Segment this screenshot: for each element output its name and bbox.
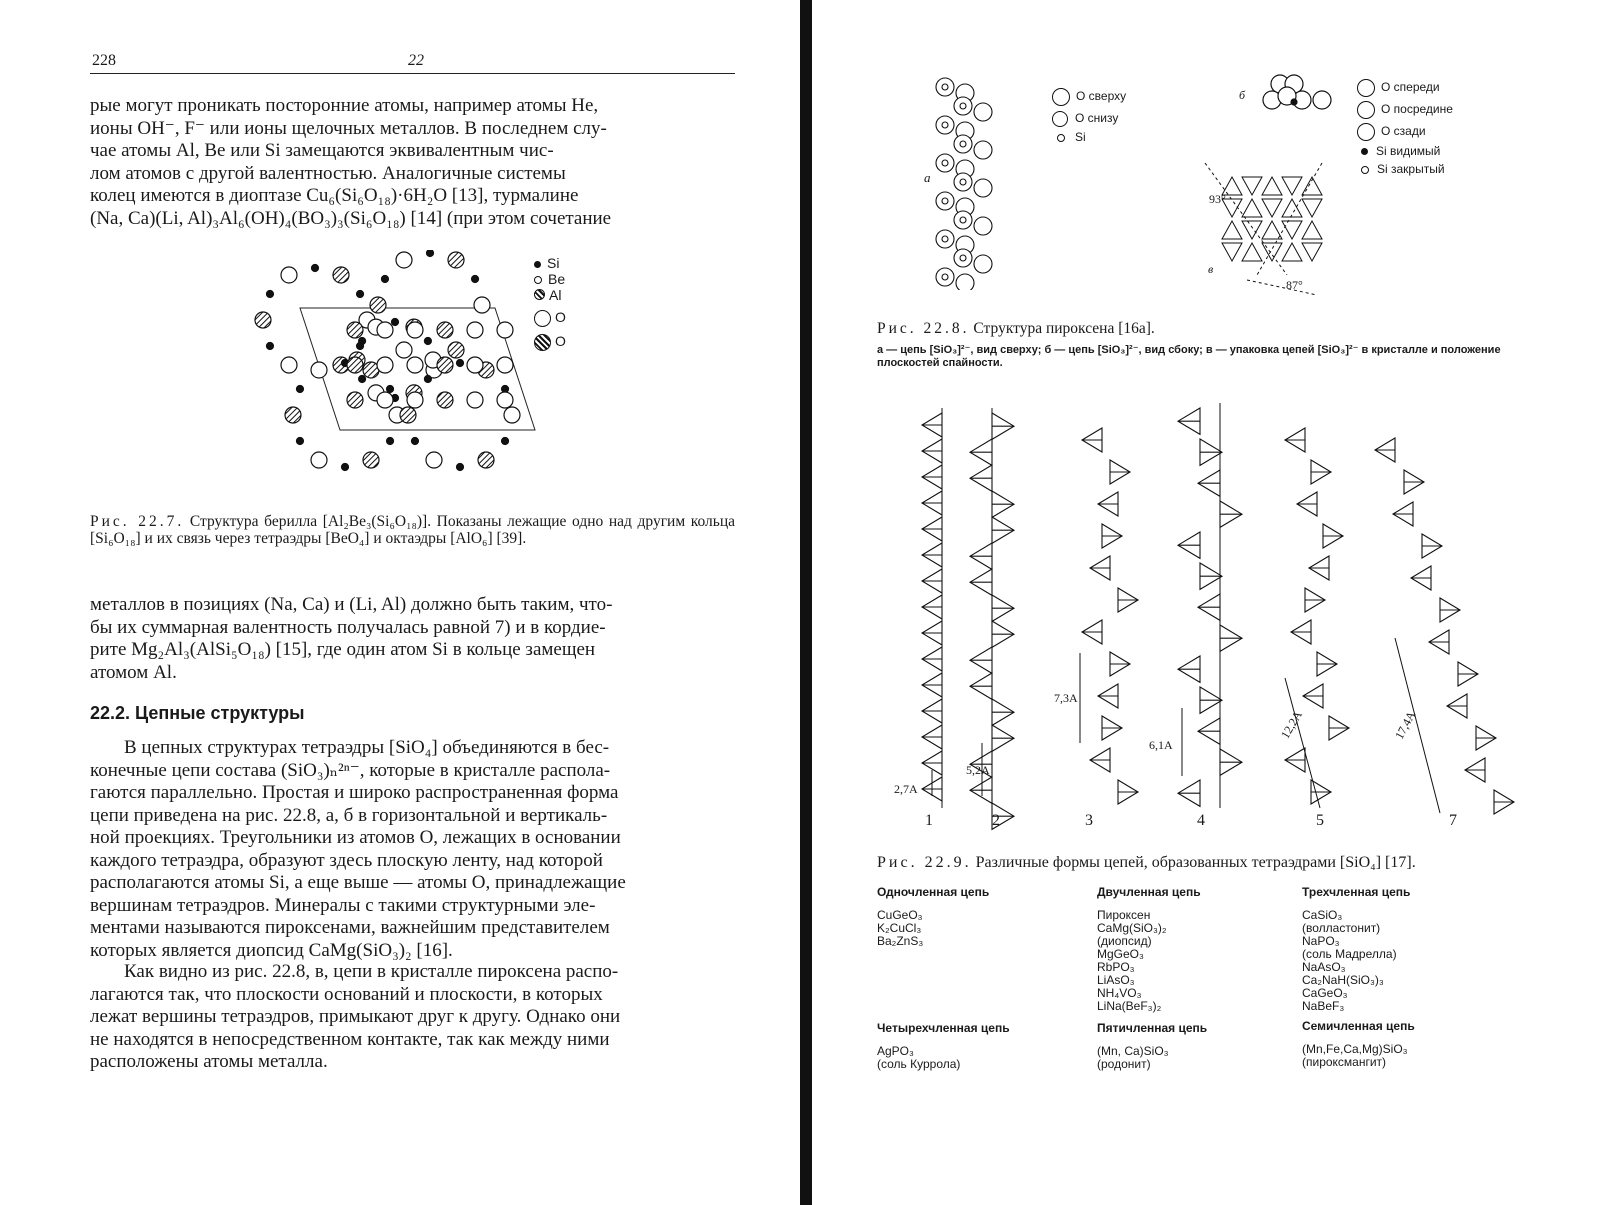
- paragraph-1: [90, 95, 735, 230]
- table-cell: K₂CuCl₃: [877, 921, 922, 935]
- text-line: цепи приведена на рис. 22.8, а, б в горизонтальной и вертикаль-: [90, 804, 608, 826]
- table-cell: NaBeF₃: [1302, 999, 1345, 1013]
- table-col-2-row-1: [1097, 886, 1297, 1013]
- book-gutter: [800, 0, 812, 1205]
- legend-o-back: O сзади: [1357, 120, 1453, 142]
- circle-icon: [1052, 111, 1068, 127]
- chain-number-1: 1: [925, 812, 933, 829]
- table-cell: CuGeO₃: [877, 908, 923, 922]
- text-line: ной проекциях. Треугольники из атомов O, лежащих в основании: [90, 827, 621, 848]
- small-circle-icon: [1361, 166, 1369, 174]
- table-cell: MgGeO₃: [1097, 947, 1144, 961]
- period-label-1: 2,7A: [894, 782, 918, 796]
- table-header: Трехчленная цепь: [1302, 885, 1411, 899]
- filled-dot-icon: [1361, 148, 1368, 155]
- legend-o-open: O: [534, 305, 566, 329]
- table-col-1-row-1: [877, 886, 1087, 948]
- text-line: ионы OH⁻, F⁻ или ионы щелочных металлов. В последнем слу-: [90, 117, 607, 139]
- text-line: лагаются так, что плоскости оснований и плоскости, в которых: [90, 983, 603, 1005]
- chain-number-2: 2: [992, 812, 1000, 829]
- pyroxene-chain-side-view: [1260, 72, 1345, 122]
- chain-number-7: 7: [1449, 812, 1457, 829]
- text-line: Как видно из рис. 22.8, в, цепи в кристалле пироксена распо-: [124, 961, 619, 982]
- legend-o-middle: O посредине: [1357, 98, 1453, 120]
- legend-o-hatched: O: [534, 329, 566, 353]
- legend-si: Si: [1052, 129, 1126, 145]
- text-line: ментами называются пироксенами, важнейшим представителем: [90, 917, 610, 938]
- table-header: Четырехчленная цепь: [877, 1021, 1010, 1035]
- text-line: (Na, Ca)(Li, Al)₃Al₆(OH)₄(BO₃)₃(Si₆O₁₈) [14] (при этом сочетание: [90, 207, 612, 229]
- small-circle-icon: [534, 276, 542, 284]
- legend-o-bottom: O снизу: [1052, 107, 1126, 129]
- text-line: не находятся в непосредственном контакте, так как между ними: [90, 1028, 610, 1050]
- pyroxene-packing-view: [1197, 155, 1337, 300]
- legend-si: Si: [534, 255, 566, 271]
- text-line: бы их суммарная валентность получалась равной 7) и в кордие-: [90, 616, 606, 638]
- text-line: которых является диопсид CaMg(SiO₃)₂ [16].: [90, 939, 453, 961]
- legend-o-top: O сверху: [1052, 85, 1126, 107]
- text-line: металлов в позициях (Na, Ca) и (Li, Al) должно быть таким, что-: [90, 594, 613, 615]
- table-cell: CaMg(SiO₃)₂: [1097, 921, 1167, 935]
- circle-icon: [1357, 79, 1375, 97]
- circle-icon: [1357, 101, 1375, 119]
- text-line: располагаются атомы Si, а еще выше — атомы O, принадлежащие: [90, 872, 626, 893]
- period-label-3: 7,3A: [1054, 691, 1078, 705]
- angle-93: 93°: [1209, 192, 1226, 206]
- table-cell: (соль Куррола): [877, 1057, 961, 1071]
- right-page: [812, 0, 1600, 1205]
- text-line: чае атомы Al, Be или Si замещаются эквивалентным чис-: [90, 140, 554, 161]
- text-line: вершинам тетраэдров. Минералы с такими структурными эле-: [90, 894, 596, 916]
- text-line: лежат вершины тетраэдров, примыкают друг к другу. Однако они: [90, 1006, 621, 1027]
- table-cell: (диопсид): [1097, 934, 1152, 948]
- table-col-2-row-2: [1097, 1022, 1297, 1071]
- text-line: лом атомов с другой валентностью. Аналогичные системы: [90, 162, 566, 184]
- legend-al: Al: [534, 287, 566, 303]
- text-line: расположены атомы металла.: [90, 1051, 328, 1072]
- pyroxene-chain-top-view: [927, 75, 1017, 290]
- table-cell: (Mn, Ca)SiO₃: [1097, 1044, 1169, 1058]
- period-label-2: 5,2A: [966, 763, 990, 777]
- caption-text: Структура берилла [Al₂Be₃(Si₆O₁₈)]. Показаны лежащие одно над другим кольца [Si₆O₁₈] и их связь через тетраэдры [BeO₄] и октаэдры [AlO₆] [39].: [90, 513, 736, 547]
- beryl-legend: [534, 255, 566, 353]
- angle-87: 87°: [1286, 278, 1303, 292]
- legend-o-front: O спереди: [1357, 76, 1453, 98]
- caption-label: Рис. 22.7.: [90, 513, 185, 530]
- caption-text: Структура пироксена [16а].: [973, 320, 1155, 337]
- paragraph-2: [90, 594, 735, 684]
- table-header: Двучленная цепь: [1097, 885, 1201, 899]
- table-cell: (волластонит): [1302, 921, 1381, 935]
- table-col-3-row-1: [1302, 886, 1532, 1013]
- circle-icon: [1357, 123, 1375, 141]
- chain-number-4: 4: [1197, 812, 1205, 829]
- small-circle-icon: [1057, 134, 1065, 142]
- section-heading: 22.2. Цепные структуры: [90, 703, 305, 723]
- table-cell: CaGeO₃: [1302, 986, 1348, 1000]
- text-line: рите Mg₂Al₃(AlSi₅O₁₈) [15], где один атом Si в кольце замещен: [90, 639, 596, 660]
- table-cell: CaSiO₃: [1302, 908, 1343, 922]
- sublabel-b: б: [1239, 88, 1246, 102]
- paragraph-4: [90, 961, 735, 1074]
- table-cell: NaPO₃: [1302, 934, 1340, 948]
- table-cell: NaAsO₃: [1302, 960, 1346, 974]
- pyroxene-legend-left: [1052, 85, 1126, 145]
- table-cell: AgPO₃: [877, 1044, 914, 1058]
- header-rule: [90, 73, 735, 74]
- caption-label: Рис. 22.8.: [877, 320, 970, 337]
- text-line: конечные цепи состава (SiO₃)ₙ²ⁿ⁻, которые в кристалле распола-: [90, 759, 611, 781]
- caption-text: Различные формы цепей, образованных тетраэдрами [SiO₄] [17].: [975, 854, 1416, 871]
- table-cell: (пироксмангит): [1302, 1055, 1387, 1069]
- legend-si-hidden: Si закрытый: [1357, 160, 1453, 178]
- table-cell: RbPO₃: [1097, 960, 1135, 974]
- figure-22-8-caption: [877, 320, 1527, 337]
- pyroxene-legend-right: [1357, 76, 1453, 178]
- table-col-3-row-2: [1302, 1020, 1532, 1069]
- table-cell: NH₄VO₃: [1097, 986, 1142, 1000]
- sublabel-a: а: [924, 170, 931, 185]
- table-cell: LiAsO₃: [1097, 973, 1135, 987]
- table-col-1-row-2: [877, 1022, 1087, 1071]
- table-cell: Ba₂ZnS₃: [877, 934, 924, 948]
- period-label-4: 6,1A: [1149, 738, 1173, 752]
- table-header: Пятичленная цепь: [1097, 1021, 1208, 1035]
- period-label-7: 17,4A: [1392, 708, 1419, 742]
- legend-be: Be: [534, 271, 566, 287]
- table-header: Семичленная цепь: [1302, 1019, 1415, 1033]
- text-line: атомом Al.: [90, 661, 177, 683]
- chain-number-3: 3: [1085, 812, 1093, 829]
- filled-dot-icon: [534, 261, 541, 268]
- figure-22-9-caption: [877, 854, 1577, 871]
- text-line: В цепных структурах тетраэдры [SiO₄] объединяются в бес-: [124, 737, 610, 758]
- sublabel-v: в: [1208, 262, 1214, 276]
- figure-22-7-caption: [90, 513, 735, 547]
- figure-22-8-subcaption: а — цепь [SiO₃]²⁻, вид сверху; б — цепь [SiO₃]²⁻, вид сбоку; в — упаковка цепей [SiO₃]²⁻ в кристалле и положение плоскостей спайности.: [877, 344, 1501, 369]
- caption-label: Рис. 22.9.: [877, 854, 972, 871]
- large-hatched-circle-icon: [534, 334, 551, 351]
- table-cell: LiNa(BeF₃)₂: [1097, 999, 1162, 1013]
- large-circle-icon: [534, 310, 551, 327]
- table-header: Одночленная цепь: [877, 885, 990, 899]
- table-cell: (Mn,Fe,Ca,Mg)SiO₃: [1302, 1042, 1408, 1056]
- text-line: колец имеются в диоптазе Cu₆(Si₆O₁₈)·6H₂O [13], турмалине: [90, 185, 579, 206]
- table-cell: Ca₂NaH(SiO₃)₃: [1302, 973, 1384, 987]
- table-cell: (родонит): [1097, 1057, 1151, 1071]
- period-label-5: 12,2A: [1278, 708, 1305, 741]
- page-number: 228: [92, 52, 116, 69]
- text-line: рые могут проникать посторонние атомы, например атомы He,: [90, 95, 599, 116]
- table-cell: (соль Мадрелла): [1302, 947, 1397, 961]
- table-cell: Пироксен: [1097, 908, 1151, 922]
- circle-icon: [1052, 88, 1070, 106]
- chapter-number: 22: [408, 52, 424, 69]
- chain-number-5: 5: [1316, 812, 1324, 829]
- text-line: гаются параллельно. Простая и широко распространенная форма: [90, 782, 619, 803]
- paragraph-3: [90, 737, 735, 962]
- text-line: каждого тетраэдра, образуют здесь плоскую ленту, над которой: [90, 849, 603, 871]
- legend-si-visible: Si видимый: [1357, 142, 1453, 160]
- hatched-circle-icon: [534, 289, 545, 300]
